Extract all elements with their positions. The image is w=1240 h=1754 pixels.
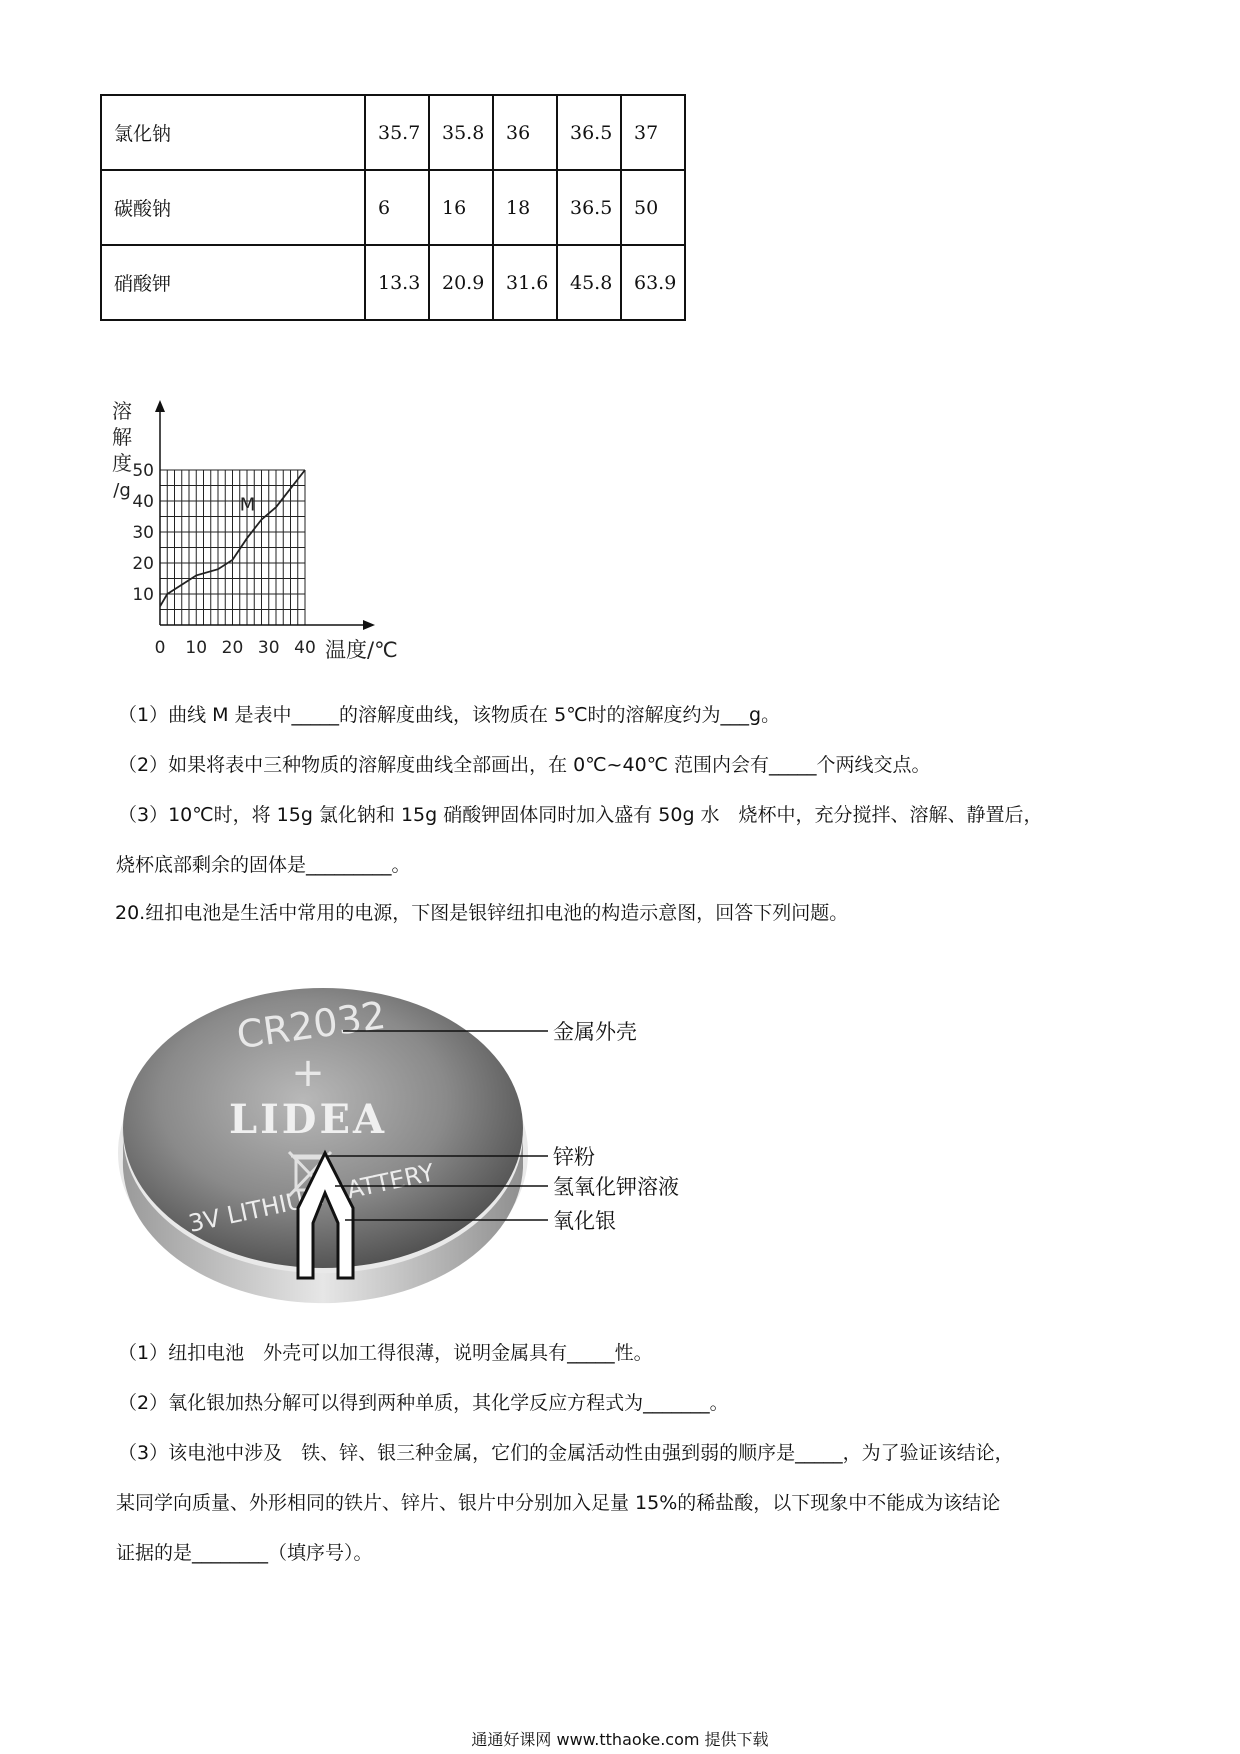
y-axis-arrow (155, 400, 165, 412)
q19-part1: （1）曲线 M 是表中_____的溶解度曲线，该物质在 5℃时的溶解度约为___g。 (118, 704, 781, 726)
solubility-cell: 16 (429, 170, 493, 245)
x-axis-label: 温度/℃ (325, 638, 398, 662)
solubility-cell: 63.9 (621, 245, 685, 320)
x-tick-label: 20 (221, 638, 244, 658)
substance-name: 硝酸钾 (101, 245, 365, 320)
solubility-cell: 20.9 (429, 245, 493, 320)
q20-part2: （2）氧化银加热分解可以得到两种单质，其化学反应方程式为_______。 (118, 1392, 729, 1414)
table-row (101, 245, 685, 320)
x-tick-label: 40 (294, 638, 316, 658)
q20-part1: （1）纽扣电池 外壳可以加工得很薄，说明金属具有_____性。 (118, 1342, 653, 1364)
battery-plus: + (291, 1050, 325, 1096)
label-koh-solution: 氢氧化钾溶液 (553, 1175, 679, 1199)
x-tick-label: 0 (154, 638, 166, 658)
solubility-cell: 35.8 (429, 95, 493, 170)
chart-axes (155, 400, 375, 630)
substance-name: 氯化钠 (101, 95, 365, 170)
series-label: M (239, 494, 256, 516)
x-tick-label: 10 (185, 638, 208, 658)
label-silver-oxide: 氧化银 (553, 1209, 616, 1233)
x-tick-label: 30 (257, 638, 280, 658)
battery-model: CR2032 (234, 992, 389, 1058)
solubility-cell: 6 (365, 170, 429, 245)
y-axis-label-char: 度 (112, 451, 132, 475)
solubility-cell: 45.8 (557, 245, 621, 320)
battery-bottom-text: 3V LITHIUM BATTERY (185, 1158, 437, 1238)
label-metal-shell: 金属外壳 (553, 1020, 637, 1044)
y-tick-label: 50 (132, 461, 154, 481)
y-axis-label-unit: /g (113, 480, 131, 501)
solubility-cell: 18 (493, 170, 557, 245)
solubility-cell: 36 (493, 95, 557, 170)
solubility-cell: 36.5 (557, 170, 621, 245)
coin-battery-diagram (113, 968, 733, 1313)
chart-labels (112, 399, 398, 662)
x-axis-arrow (363, 620, 375, 630)
q20-intro: 20.纽扣电池是生活中常用的电源，下图是银锌纽扣电池的构造示意图，回答下列问题。 (115, 902, 849, 924)
y-tick-label: 10 (132, 585, 154, 605)
solubility-cell: 13.3 (365, 245, 429, 320)
solubility-cell: 31.6 (493, 245, 557, 320)
q20-part3: （3）该电池中涉及 铁、锌、银三种金属，它们的金属活动性由强到弱的顺序是_____，为了验证该结论， (118, 1442, 1014, 1464)
y-axis-label-char: 溶 (112, 399, 132, 423)
substance-name: 碳酸钠 (101, 170, 365, 245)
battery-brand: LIDEA (228, 1096, 388, 1143)
q19-part2: （2）如果将表中三种物质的溶解度曲线全部画出，在 0℃~40℃ 范围内会有_____个两线交点。 (118, 754, 931, 776)
table-row (101, 170, 685, 245)
y-tick-label: 30 (132, 523, 154, 543)
solubility-table (100, 94, 686, 321)
chart-grid (160, 470, 305, 625)
y-tick-label: 20 (132, 554, 154, 574)
q19-part3-cont: 烧杯底部剩余的固体是_________。 (116, 854, 411, 876)
solubility-cell: 50 (621, 170, 685, 245)
table-row (101, 95, 685, 170)
q20-part3-cont2: 证据的是________（填序号）。 (116, 1542, 373, 1564)
solubility-cell: 35.7 (365, 95, 429, 170)
q19-part3: （3）10℃时，将 15g 氯化钠和 15g 硝酸钾固体同时加入盛有 50g 水 烧杯中，充分搅拌、溶解、静置后， (118, 804, 1043, 826)
y-axis-label-char: 解 (112, 425, 132, 449)
q20-part3-cont1: 某同学向质量、外形相同的铁片、锌片、银片中分别加入足量 15%的稀盐酸，以下现象中不能成为该结论 (116, 1492, 1001, 1514)
label-zinc-powder: 锌粉 (553, 1145, 595, 1169)
page-footer: 通通好课网 www.tthaoke.com 提供下载 (471, 1730, 769, 1749)
solubility-cell: 36.5 (557, 95, 621, 170)
solubility-cell: 37 (621, 95, 685, 170)
solubility-chart (110, 380, 450, 690)
y-tick-label: 40 (132, 492, 154, 512)
